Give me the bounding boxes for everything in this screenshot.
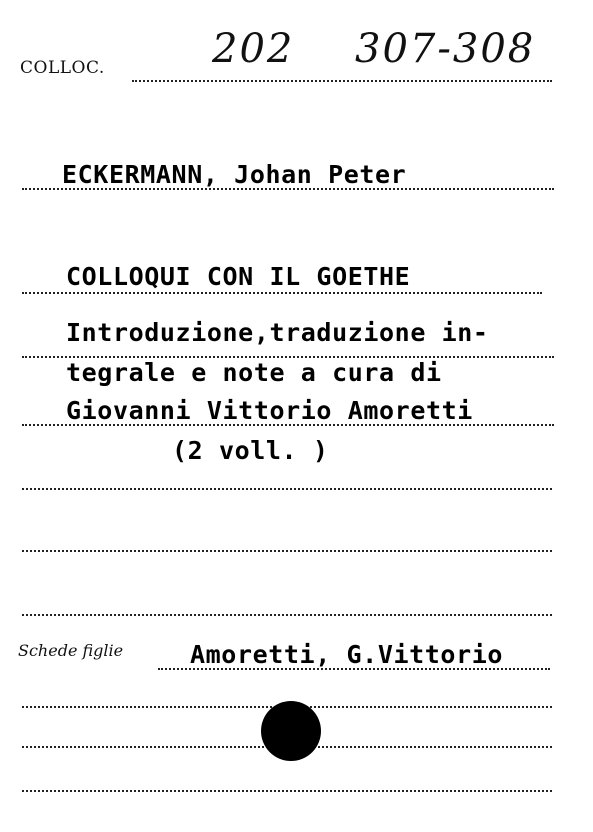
- note-line-2: tegrale e note a cura di: [66, 358, 442, 387]
- book-title: COLLOQUI CON IL GOETHE: [66, 262, 411, 291]
- note-line-3: Giovanni Vittorio Amoretti: [66, 396, 473, 425]
- schede-label: Schede figlie: [18, 641, 124, 660]
- blank-line-2: [22, 550, 552, 552]
- blank-line-1: [22, 488, 552, 490]
- schede-value: Amoretti, G.Vittorio: [190, 640, 504, 669]
- colloc-line: [132, 80, 552, 82]
- volumes-note: (2 voll. ): [172, 436, 329, 465]
- title-line: [22, 292, 542, 294]
- punch-hole: [261, 701, 321, 761]
- author-heading: ECKERMANN, Johan Peter: [62, 160, 407, 189]
- blank-line-6: [22, 790, 552, 792]
- note-line-1: Introduzione,traduzione in-: [66, 318, 489, 347]
- colloc-number-1: 202: [212, 26, 295, 72]
- colloc-number-2: 307-308: [355, 26, 536, 72]
- blank-line-3: [22, 614, 552, 616]
- colloc-label: COLLOC.: [20, 58, 105, 78]
